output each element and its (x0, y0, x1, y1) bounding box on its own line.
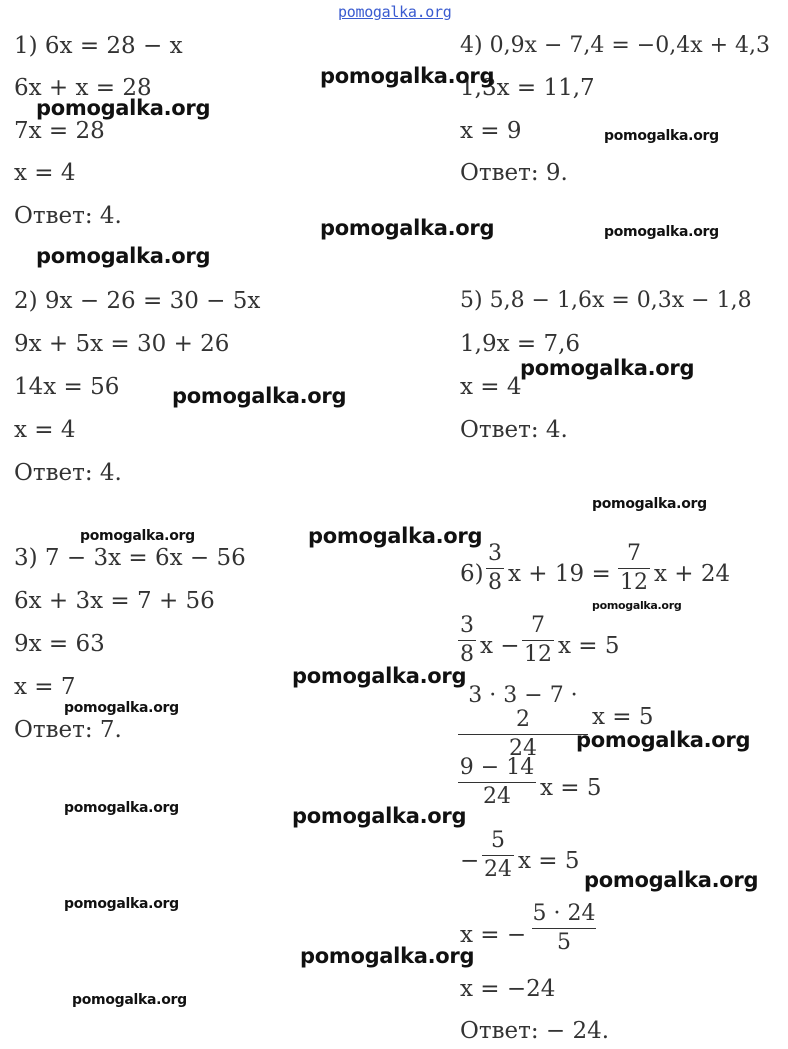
p6-frac-2-den: 12 (620, 570, 648, 595)
watermark-9: pomogalka.org (592, 496, 707, 512)
p6-line-5-end: x = 5 (518, 848, 580, 874)
p5-line-3: x = 4 (460, 374, 522, 400)
watermark-top: pomogalka.org (338, 3, 452, 21)
p6-frac-8-den: 5 (557, 930, 571, 955)
p6-frac-6-num: 9 − 14 (459, 755, 535, 780)
p6-label: 6) (460, 561, 484, 587)
p4-line-3: x = 9 (460, 118, 522, 144)
watermark-2: pomogalka.org (36, 96, 211, 120)
p6-frac-7-num: 5 (491, 828, 505, 853)
p6-frac-3 (458, 614, 476, 667)
p6-frac-6-den: 24 (483, 784, 511, 809)
p6-frac-1-num: 3 (488, 541, 502, 566)
p6-frac-7-den: 24 (484, 857, 512, 882)
p6-frac-2-num: 7 (627, 541, 641, 566)
p2-line-2: 9x + 5x = 30 + 26 (14, 331, 230, 357)
p6-frac-7 (482, 829, 514, 882)
p6-line-1-mid: x + 19 = (508, 561, 611, 587)
watermark-12: pomogalka.org (592, 599, 682, 612)
watermark-13: pomogalka.org (292, 664, 467, 688)
p3-line-2: 6x + 3x = 7 + 56 (14, 588, 215, 614)
watermark-4: pomogalka.org (320, 216, 495, 240)
p1-line-1: 1) 6x = 28 − x (14, 33, 183, 59)
p6-answer: Ответ: − 24. (460, 1018, 610, 1044)
p6-frac-2 (618, 542, 650, 595)
p3-line-4: x = 7 (14, 674, 76, 700)
watermark-11: pomogalka.org (308, 524, 483, 548)
p6-line-2-mid: x − (480, 633, 520, 659)
p3-answer: Ответ: 7. (14, 717, 122, 743)
p6-frac-6 (458, 756, 536, 809)
p6-frac-8 (532, 902, 596, 955)
watermark-15: pomogalka.org (576, 728, 751, 752)
watermark-21: pomogalka.org (72, 992, 187, 1008)
watermark-1: pomogalka.org (320, 64, 495, 88)
watermark-17: pomogalka.org (292, 804, 467, 828)
watermark-5: pomogalka.org (604, 224, 719, 240)
p3-line-1: 3) 7 − 3x = 6x − 56 (14, 545, 246, 571)
p6-frac-4 (522, 614, 554, 667)
watermark-14: pomogalka.org (64, 700, 179, 716)
watermark-16: pomogalka.org (64, 800, 179, 816)
watermark-7: pomogalka.org (520, 356, 695, 380)
watermark-19: pomogalka.org (64, 896, 179, 912)
p4-line-1: 4) 0,9x − 7,4 = −0,4x + 4,3 (460, 33, 771, 58)
p1-answer: Ответ: 4. (14, 203, 122, 229)
p6-line-1-end: x + 24 (654, 561, 731, 587)
p2-answer: Ответ: 4. (14, 460, 122, 486)
p6-line-5-start: − (460, 848, 480, 874)
p1-line-4: x = 4 (14, 160, 76, 186)
p4-answer: Ответ: 9. (460, 160, 568, 186)
p6-frac-3-num: 3 (460, 613, 474, 638)
p5-line-2: 1,9x = 7,6 (460, 331, 581, 357)
p2-line-4: x = 4 (14, 417, 76, 443)
p6-frac-4-den: 12 (524, 642, 552, 667)
watermark-6: pomogalka.org (36, 244, 211, 268)
p1-line-2: 6x + x = 28 (14, 75, 152, 101)
p4-line-2: 1,3x = 11,7 (460, 75, 595, 101)
p6-frac-1 (486, 542, 504, 595)
watermark-18: pomogalka.org (584, 868, 759, 892)
p6-frac-4-num: 7 (531, 613, 545, 638)
p6-line-2-end: x = 5 (558, 633, 620, 659)
watermark-20: pomogalka.org (300, 944, 475, 968)
p6-frac-5-num: 3 · 3 − 7 · 2 (468, 683, 578, 732)
p2-line-1: 2) 9x − 26 = 30 − 5x (14, 288, 261, 314)
watermark-8: pomogalka.org (172, 384, 347, 408)
p6-frac-5-den: 24 (509, 736, 537, 761)
p3-line-3: 9x = 63 (14, 631, 105, 657)
p2-line-3: 14x = 56 (14, 374, 120, 400)
p5-answer: Ответ: 4. (460, 417, 568, 443)
p5-line-1: 5) 5,8 − 1,6x = 0,3x − 1,8 (460, 288, 752, 313)
p6-line-3-end: x = 5 (592, 704, 654, 730)
watermark-3: pomogalka.org (604, 128, 719, 144)
p6-frac-5 (458, 684, 588, 761)
p6-line-4-end: x = 5 (540, 775, 602, 801)
p6-line-6-start: x = − (460, 922, 527, 948)
watermark-10: pomogalka.org (80, 528, 195, 544)
p6-frac-3-den: 8 (460, 642, 474, 667)
p1-line-3: 7x = 28 (14, 118, 105, 144)
p6-frac-1-den: 8 (488, 570, 502, 595)
p6-frac-8-num: 5 · 24 (532, 901, 596, 926)
p6-line-7: x = −24 (460, 976, 556, 1002)
